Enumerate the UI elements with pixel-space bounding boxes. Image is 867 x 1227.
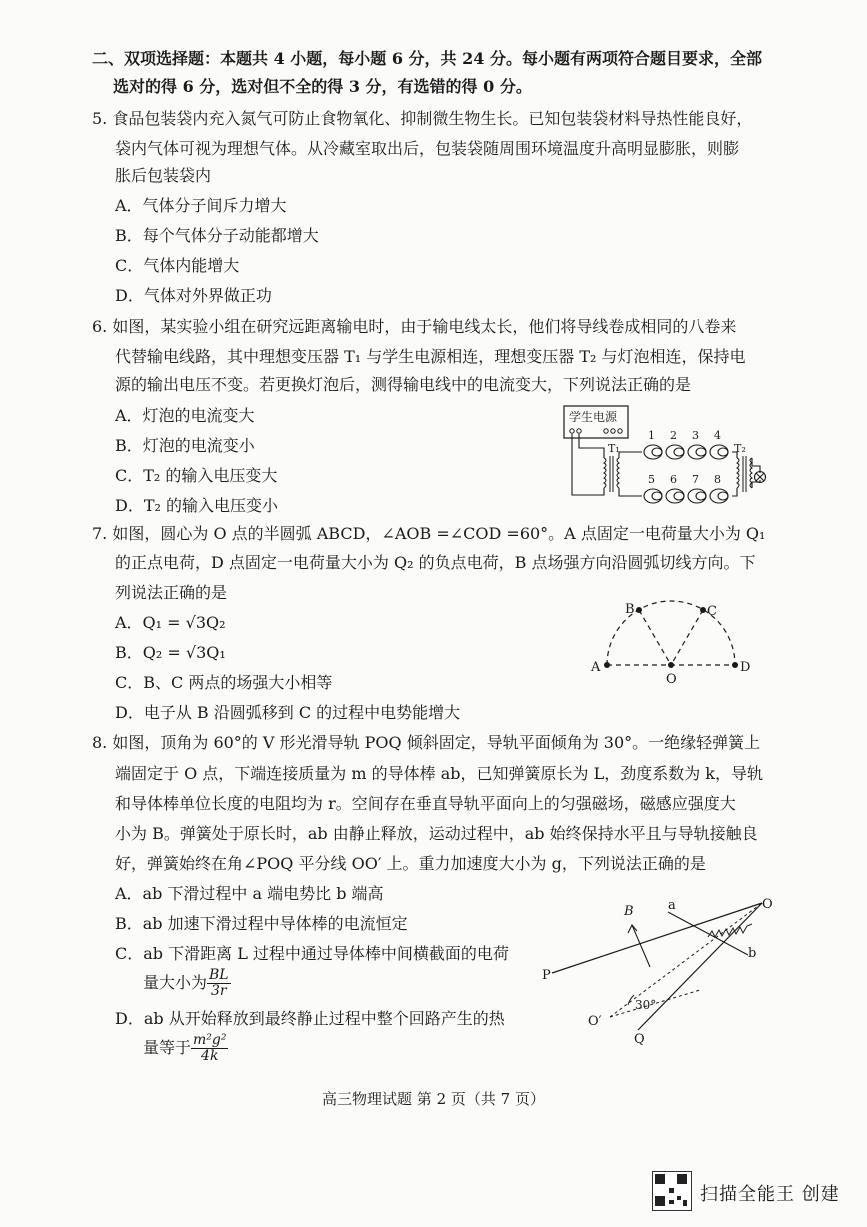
q7-stem-line2: 的正点电荷，D 点固定一电荷量大小为 Q₂ 的负点电荷，B 点场强方向沿圆弧切线方向。下 bbox=[115, 553, 756, 572]
q8-option-c-text: 量大小为 bbox=[143, 973, 208, 992]
rail-op bbox=[552, 903, 762, 973]
q5-option-a: A．气体分子间斥力增大 bbox=[115, 196, 287, 215]
coils-top bbox=[644, 445, 728, 459]
label-b: b bbox=[748, 946, 757, 961]
q5-stem-line3: 胀后包装袋内 bbox=[115, 166, 212, 185]
scanner-watermark: 扫描全能王 创建 bbox=[700, 1184, 840, 1205]
q6-option-d: D．T₂ 的输入电压变小 bbox=[115, 496, 279, 515]
label-p: P bbox=[542, 968, 551, 983]
q5-option-c: C．气体内能增大 bbox=[115, 256, 240, 275]
label-a: a bbox=[668, 898, 676, 913]
rail-oq bbox=[638, 903, 762, 1030]
q8-option-c-fraction: $\frac{BL}{3r}$ bbox=[209, 967, 229, 999]
q6-circuit-diagram bbox=[560, 400, 775, 512]
point-d-label: D bbox=[740, 660, 751, 675]
q7-option-a: A．Q₁ = √3Q₂ bbox=[115, 613, 226, 632]
q7-semicircle-diagram bbox=[585, 595, 760, 690]
q8-option-c-line2 bbox=[143, 966, 231, 1000]
q8-option-a: A．ab 下滑过程中 a 端电势比 b 端高 bbox=[115, 884, 384, 903]
q8-stem-line2: 端固定于 O 点，下端连接质量为 m 的导体棒 ab，已知弹簧原长为 L，劲度系数为 k，导轨 bbox=[115, 764, 763, 783]
q8-option-d-line2 bbox=[143, 1031, 228, 1065]
q5-option-d: D．气体对外界做正功 bbox=[115, 286, 272, 305]
q6-option-a: A．灯泡的电流变大 bbox=[115, 406, 255, 425]
section-heading-line2: 选对的得 6 分，选对但不全的得 3 分，有选错的得 0 分。 bbox=[113, 77, 532, 96]
coil-label-7: 7 bbox=[692, 473, 699, 486]
point-b-label: B bbox=[625, 602, 635, 617]
page-footer: 高三物理试题 第 2 页（共 7 页） bbox=[322, 1090, 545, 1108]
point-o-label: O bbox=[666, 672, 677, 687]
q8-stem-line1: 8. 如图，顶角为 60°的 V 形光滑导轨 POQ 倾斜固定，导轨平面倾角为 30°。一绝缘轻弹簧上 bbox=[92, 733, 761, 752]
coil-label-6: 6 bbox=[670, 473, 677, 486]
point-a-label: A bbox=[591, 660, 601, 675]
q7-option-d: D．电子从 B 沿圆弧移到 C 的过程中电势能增大 bbox=[115, 703, 461, 722]
q8-stem-line3: 和导体棒单位长度的电阻均为 r。空间存在垂直导轨平面向上的匀强磁场，磁感应强度大 bbox=[115, 794, 736, 813]
label-angle: 30° bbox=[635, 998, 657, 1012]
q8-option-c-line1: C．ab 下滑距离 L 过程中通过导体棒中间横截面的电荷 bbox=[115, 944, 509, 963]
coil-label-8: 8 bbox=[714, 473, 721, 486]
q7-stem-line1: 7. 如图，圆心为 O 点的半圆弧 ABCD，∠AOB =∠COD =60°。A 点固定一电荷量大小为 Q₁ bbox=[92, 524, 766, 543]
section-heading-line1: 二、双项选择题：本题共 4 小题，每小题 6 分，共 24 分。每小题有两项符合题目要求，全部 bbox=[92, 49, 762, 68]
q6-option-c: C．T₂ 的输入电压变大 bbox=[115, 466, 278, 485]
q6-stem-line3: 源的输出电压不变。若更换灯泡后，测得输电线中的电流变大，下列说法正确的是 bbox=[115, 375, 692, 394]
label-o-prime: O′ bbox=[588, 1014, 602, 1029]
t1-label: T₁ bbox=[608, 442, 620, 455]
q8-option-d-fraction: $\frac{\text{m²g²}}{4k}$ bbox=[193, 1032, 227, 1064]
coil-label-2: 2 bbox=[670, 429, 677, 442]
q6-option-b: B．灯泡的电流变小 bbox=[115, 436, 255, 455]
t2-label: T₂ bbox=[734, 442, 746, 455]
q8-rail-diagram bbox=[540, 895, 780, 1045]
coil-label-4: 4 bbox=[714, 429, 721, 442]
q8-option-b: B．ab 加速下滑过程中导体棒的电流恒定 bbox=[115, 914, 408, 933]
coil-label-5: 5 bbox=[648, 473, 655, 486]
point-c-label: C bbox=[707, 604, 717, 619]
coils-bottom bbox=[644, 489, 728, 503]
power-supply-label: 学生电源 bbox=[569, 410, 618, 424]
q5-stem-line2: 袋内气体可视为理想气体。从冷藏室取出后，包装袋随周围环境温度升高明显膨胀，则膨 bbox=[115, 139, 740, 158]
q7-option-b: B．Q₂ = √3Q₁ bbox=[115, 643, 226, 662]
q7-stem-line3: 列说法正确的是 bbox=[115, 583, 228, 602]
q8-option-d-text: 量等于 bbox=[143, 1038, 192, 1057]
q8-stem-line4: 小为 B。弹簧处于原长时，ab 由静止释放，运动过程中，ab 始终保持水平且与导轨接触良 bbox=[115, 824, 758, 843]
q8-stem-line5: 好，弹簧始终在角∠POQ 平分线 OO′ 上。重力加速度大小为 g，下列说法正确的是 bbox=[115, 854, 706, 873]
q8-option-d-line1: D．ab 从开始释放到最终静止过程中整个回路产生的热 bbox=[115, 1009, 505, 1028]
coil-label-1: 1 bbox=[648, 429, 655, 442]
label-b-field: B bbox=[624, 904, 634, 919]
q5-stem-line1: 5. 食品包装袋内充入氮气可防止食物氧化、抑制微生物生长。已知包装袋材料导热性能良好， bbox=[92, 109, 753, 128]
label-q: Q bbox=[634, 1032, 645, 1045]
q6-stem-line2: 代替输电线路，其中理想变压器 T₁ 与学生电源相连，理想变压器 T₂ 与灯泡相连，保持电 bbox=[115, 347, 746, 366]
label-o: O bbox=[762, 897, 773, 912]
q5-option-b: B．每个气体分子动能都增大 bbox=[115, 226, 319, 245]
coil-label-3: 3 bbox=[692, 429, 699, 442]
qr-code-icon bbox=[652, 1171, 692, 1211]
q6-stem-line1: 6. 如图，某实验小组在研究远距离输电时，由于输电线太长，他们将导线卷成相同的八卷来 bbox=[92, 317, 737, 336]
q7-option-c: C．B、C 两点的场强大小相等 bbox=[115, 673, 333, 692]
